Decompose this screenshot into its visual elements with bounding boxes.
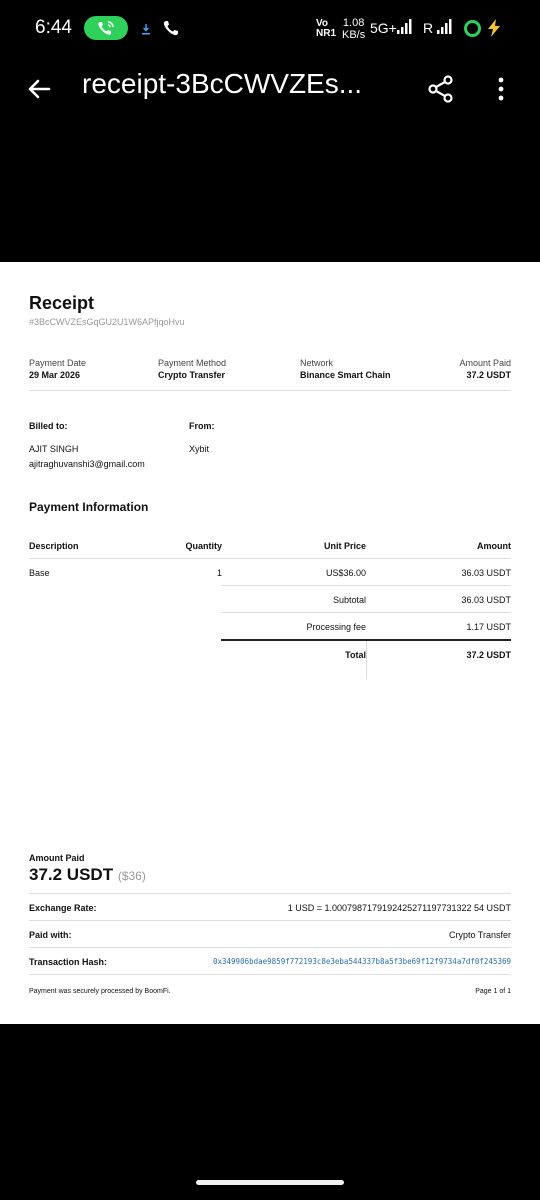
paid-with-label: Paid with: (29, 930, 72, 940)
roaming-indicator: R (423, 20, 434, 36)
total-label: Total (345, 650, 366, 660)
footer-processed-by: Payment was securely processed by BoomFi. (29, 988, 171, 995)
divider (29, 390, 511, 391)
billed-to-label: Billed to: (29, 421, 68, 431)
col-quantity: Quantity (185, 541, 222, 551)
transaction-hash-link[interactable]: 0x349906bdae9859f772193c8e3eba544337b8a5f3be69f12f9734a7df0f245369 (212, 957, 511, 966)
processing-fee-value: 1.17 USDT (466, 622, 511, 632)
document-title: receipt-3BcCWVZEs... (82, 68, 363, 99)
processing-fee-label: Processing fee (306, 622, 366, 632)
subtotal-value: 36.03 USDT (461, 595, 511, 605)
status-bar (0, 0, 540, 58)
billed-name: AJIT SINGH (29, 444, 79, 454)
paid-with-value: Crypto Transfer (448, 930, 511, 940)
app-bar (0, 58, 540, 120)
divider (221, 612, 511, 613)
item-description: Base (29, 568, 50, 578)
item-unit-price: US$36.00 (325, 568, 366, 578)
col-description: Description (29, 541, 79, 551)
charging-bolt-icon (485, 18, 503, 38)
home-gesture-bar[interactable] (196, 1180, 344, 1185)
receipt-title: Receipt (29, 293, 95, 313)
col-amount: Amount (477, 541, 511, 551)
item-quantity: 1 (216, 568, 222, 578)
volte-indicator: Vo NR1 (316, 18, 337, 39)
amount-paid-usd: ($36) (117, 869, 146, 883)
wifi-call-icon (97, 20, 115, 36)
subtotal-label: Subtotal (332, 595, 366, 605)
from-name: Xybit (189, 444, 210, 454)
amount-paid-label: Amount Paid (29, 853, 85, 863)
payment-information-title: Payment Information (29, 500, 149, 514)
phone-icon (162, 19, 180, 37)
item-amount: 36.03 USDT (461, 568, 511, 578)
status-time: 6:44 (35, 17, 72, 38)
amount-paid-summary: Amount Paid 37.2 USDT (459, 358, 511, 380)
divider (221, 585, 511, 586)
divider (29, 974, 511, 975)
divider (29, 920, 511, 921)
download-icon (141, 23, 151, 35)
signal-strength-icon (436, 19, 452, 35)
billed-email: ajitraghuvanshi3@gmail.com (29, 459, 145, 469)
signal-strength-icon (396, 19, 412, 35)
ongoing-call-pill[interactable] (84, 16, 128, 40)
exchange-rate-label: Exchange Rate: (29, 903, 97, 913)
share-icon[interactable] (426, 74, 456, 104)
payment-network: Network Binance Smart Chain (300, 358, 391, 380)
receipt-id: #3BcCWVZEsGqGU2U1W6APfjqoHvu (29, 317, 185, 327)
receipt-document[interactable] (0, 262, 540, 1024)
exchange-rate-value: 1 USD = 1.0007987179192425271197731322 54 USDT (287, 903, 511, 913)
more-options-icon[interactable] (496, 76, 506, 102)
divider (366, 641, 367, 679)
divider (29, 893, 511, 894)
back-arrow-icon[interactable] (26, 76, 52, 102)
network-speed: 1.08 KB/s (342, 17, 366, 41)
divider (29, 558, 511, 559)
battery-ring-icon (464, 20, 481, 37)
amount-paid-value: 37.2 USDT ($36) (29, 865, 146, 884)
footer-page-number: Page 1 of 1 (475, 988, 511, 995)
col-unit-price: Unit Price (323, 541, 366, 551)
payment-date: Payment Date 29 Mar 2026 (29, 358, 87, 380)
divider (29, 947, 511, 948)
payment-method: Payment Method Crypto Transfer (158, 358, 227, 380)
network-type: 5G+ (370, 20, 397, 36)
from-label: From: (189, 421, 215, 431)
transaction-hash-label: Transaction Hash: (29, 957, 108, 967)
total-value: 37.2 USDT (466, 650, 511, 660)
